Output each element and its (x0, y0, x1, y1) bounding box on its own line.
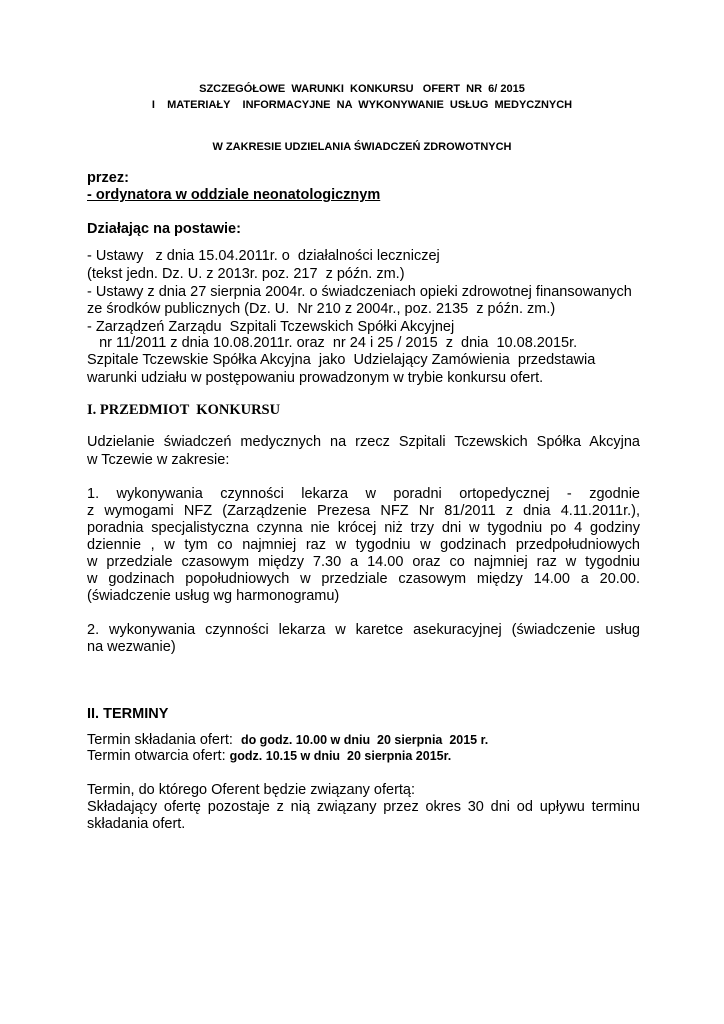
item-1-line: z wymogami NFZ (Zarządzenie Prezesa NFZ Nr 81/2011 z dnia 4.11.2011r.), (87, 503, 640, 519)
section-2-heading: II. TERMINY (87, 706, 169, 722)
item-2-line: na wezwanie) (87, 639, 176, 655)
basis-line: warunki udziału w postępowaniu prowadzonym w trybie konkursu ofert. (87, 370, 544, 386)
item-1-line: w godzinach popołudniowych w przedziale czasowym między 14.00 a 20.00. (87, 571, 640, 587)
item-1-line: dziennie , w tym co najmniej raz w tygodniu w godzinach przedpołudniowych (87, 537, 640, 553)
basis-line: (tekst jedn. Dz. U. z 2013r. poz. 217 z późn. zm.) (87, 266, 405, 282)
section-1-intro-line: w Tczewie w zakresie: (87, 452, 230, 468)
position-title: - ordynatora w oddziale neonatologicznym (87, 187, 381, 203)
basis-line: - Ustawy z dnia 27 sierpnia 2004r. o świadczeniach opieki zdrowotnej finansowanych (87, 284, 632, 300)
basis-line: Szpitale Tczewskie Spółka Akcyjna jako Udzielający Zamówienia przedstawia (87, 352, 596, 368)
item-1-line: poradnia specjalistyczna czynna nie krócej niż trzy dni w tygodniu po 4 godziny (87, 520, 640, 536)
opening-date (87, 747, 451, 765)
section-1-heading: I. PRZEDMIOT KONKURSU (87, 402, 281, 418)
section-1-intro-line: Udzielanie świadczeń medycznych na rzecz Szpitali Tczewskich Spółka Akcyjna (87, 434, 640, 450)
opening-date-value: godz. 10.15 w dniu 20 sierpnia 2015r. (229, 749, 452, 763)
submit-deadline-value: do godz. 10.00 w dniu 20 sierpnia 2015 r. (240, 733, 489, 747)
binding-period-line: składania ofert. (87, 816, 186, 832)
binding-period-label: Termin, do którego Oferent będzie związany ofertą: (87, 782, 416, 798)
binding-period-line: Składający ofertę pozostaje z nią związany przez okres 30 dni od upływu terminu (87, 799, 640, 815)
item-1-line: w przedziale czasowym między 7.30 a 14.00 oraz co najmniej raz w tygodniu (87, 554, 640, 570)
basis-line: - Zarządzeń Zarządu Szpitali Tczewskich Spółki Akcyjnej (87, 319, 455, 335)
basis-heading: Działając na postawie: (87, 221, 241, 237)
przez-label: przez: (87, 170, 129, 186)
item-2-line: 2. wykonywania czynności lekarza w karetce asekuracyjnej (świadczenie usług (87, 622, 640, 638)
title-line-2: I MATERIAŁY INFORMACYJNE NA WYKONYWANIE USŁUG MEDYCZNYCH (151, 99, 573, 111)
basis-line: nr 11/2011 z dnia 10.08.2011r. oraz nr 24 i 25 / 2015 z dnia 10.08.2015r. (87, 335, 578, 351)
title-line-3: W ZAKRESIE UDZIELANIA ŚWIADCZEŃ ZDROWOTNYCH (212, 141, 512, 153)
title-line-1: SZCZEGÓŁOWE WARUNKI KONKURSU OFERT NR 6/ 2015 (199, 83, 525, 95)
basis-line: ze środków publicznych (Dz. U. Nr 210 z 2004r., poz. 2135 z późn. zm.) (87, 301, 556, 317)
submit-deadline-label: Termin składania ofert: (87, 732, 233, 748)
opening-date-label: Termin otwarcia ofert: (87, 748, 226, 764)
basis-line: - Ustawy z dnia 15.04.2011r. o działalności leczniczej (87, 248, 440, 264)
item-1-line: (świadczenie usług wg harmonogramu) (87, 588, 340, 604)
item-1-line: 1. wykonywania czynności lekarza w poradni ortopedycznej - zgodnie (87, 486, 640, 502)
